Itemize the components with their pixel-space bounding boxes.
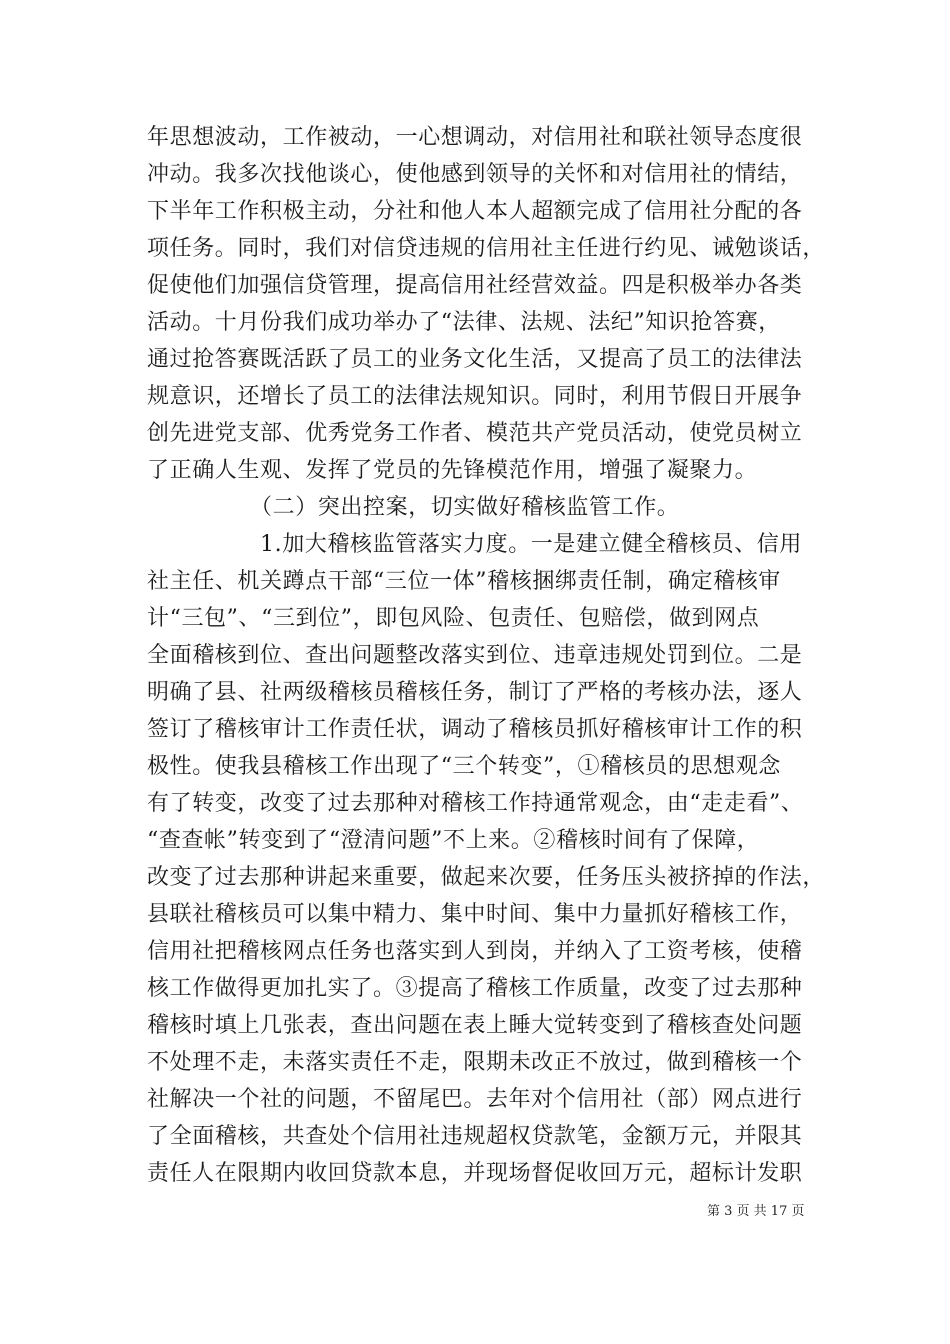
- text-line: 冲动。我多次找他谈心，使他感到领导的关怀和对信用社的情结，: [147, 162, 803, 187]
- text-line: 年思想波动，工作被动，一心想调动，对信用社和联社领导态度很: [147, 125, 803, 150]
- text-line: “查查帐”转变到了“澄清问题”不上来。②稽核时间有了保障，: [147, 828, 760, 853]
- text-line: 社主任、机关蹲点干部“三位一体”稽核捆绑责任制，确定稽核审: [147, 569, 781, 594]
- text-line: 下半年工作积极主动，分社和他人本人超额完成了信用社分配的各: [147, 199, 803, 224]
- text-line: 稽核时填上几张表，查出问题在表上睡大觉转变到了稽核查处问题: [147, 1013, 803, 1038]
- text-line: 改变了过去那种讲起来重要，做起来次要，任务压头被挤掉的作法，: [147, 865, 826, 890]
- text-line: 极性。使我县稽核工作出现了“三个转变”，①稽核员的思想观念: [147, 754, 781, 779]
- text-line: 全面稽核到位、查出问题整改落实到位、违章违规处罚到位。二是: [147, 643, 803, 668]
- text-line: 创先进党支部、优秀党务工作者、模范共产党员活动，使党员树立: [147, 421, 803, 446]
- text-line: 责任人在限期内收回贷款本息，并现场督促收回万元，超标计发职: [147, 1161, 803, 1186]
- text-line: 了正确人生观、发挥了党员的先锋模范作用，增强了凝聚力。: [147, 458, 758, 483]
- text-line: 明确了县、社两级稽核员稽核任务，制订了严格的考核办法，逐人: [147, 680, 803, 705]
- text-line: 了全面稽核，共查处个信用社违规超权贷款笔，金额万元，并限其: [147, 1124, 803, 1149]
- text-line: 社解决一个社的问题，不留尾巴。去年对个信用社（部）网点进行: [147, 1087, 803, 1112]
- page-number-footer: 第 3 页 共 17 页: [707, 1204, 805, 1219]
- text-line: 不处理不走，未落实责任不走，限期未改正不放过，做到稽核一个: [147, 1050, 803, 1075]
- text-line: 规意识，还增长了员工的法律法规知识。同时，利用节假日开展争: [147, 384, 803, 409]
- paragraph-start-line: 1.加大稽核监管落实力度。一是建立健全稽核员、信用: [260, 532, 802, 557]
- text-line: 签订了稽核审计工作责任状，调动了稽核员抓好稽核审计工作的积: [147, 717, 803, 742]
- text-line: 计“三包”、“三到位”，即包风险、包责任、包赔偿，做到网点: [147, 606, 760, 631]
- text-line: 县联社稽核员可以集中精力、集中时间、集中力量抓好稽核工作，: [147, 902, 803, 927]
- text-line: 项任务。同时，我们对信贷违规的信用社主任进行约见、诫勉谈话，: [147, 236, 826, 261]
- text-line: 信用社把稽核网点任务也落实到人到岗，并纳入了工资考核，使稽: [147, 939, 803, 964]
- text-line: 促使他们加强信贷管理，提高信用社经营效益。四是积极举办各类: [147, 273, 803, 298]
- text-line: 通过抢答赛既活跃了员工的业务文化生活，又提高了员工的法律法: [147, 347, 803, 372]
- section-heading: （二）突出控案，切实做好稽核监管工作。: [250, 495, 680, 520]
- text-line: 活动。十月份我们成功举办了“法律、法规、法纪”知识抢答赛，: [147, 310, 781, 335]
- text-line: 有了转变，改变了过去那种对稽核工作持通常观念，由“走走看”、: [147, 791, 804, 816]
- text-line: 核工作做得更加扎实了。③提高了稽核工作质量，改变了过去那种: [147, 976, 803, 1001]
